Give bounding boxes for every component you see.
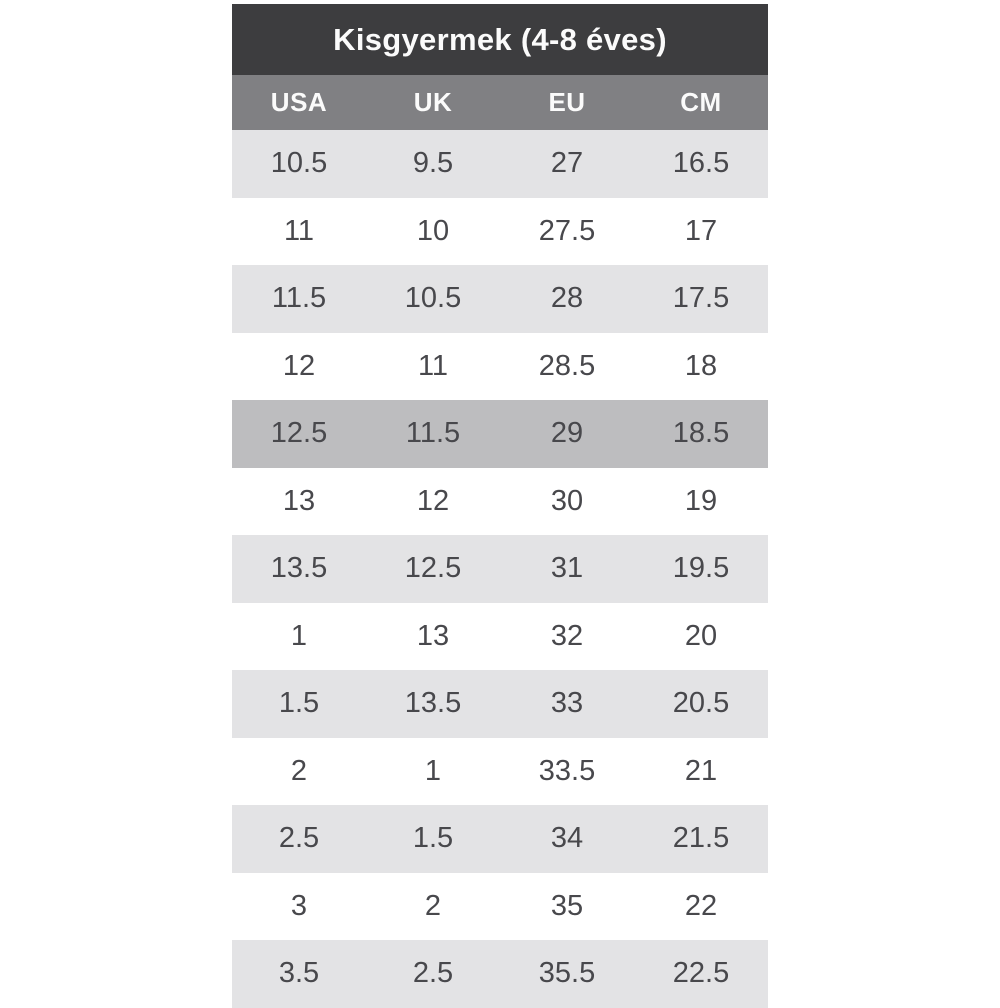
cell-cm: 21 [684,754,718,787]
table-row-highlighted [232,400,768,468]
cell-cm: 16.5 [672,147,730,180]
cell-uk: 13 [416,619,450,652]
cell-eu: 33.5 [538,754,596,787]
table-row [232,198,768,266]
cell-cm: 19.5 [672,552,730,585]
table-row [232,738,768,806]
table-row [232,265,768,333]
cell-eu: 32 [550,619,584,652]
cell-uk: 11 [417,349,449,382]
cell-cm: 17 [684,214,718,247]
cell-usa: 13.5 [270,552,328,585]
cell-usa: 10.5 [270,147,328,180]
cell-cm: 22.5 [672,957,730,990]
cell-usa: 3.5 [278,957,320,990]
cell-usa: 12 [282,349,316,382]
cell-cm: 18 [684,349,718,382]
cell-uk: 10 [416,214,450,247]
table-row [232,670,768,738]
cell-uk: 9.5 [412,147,454,180]
table-row [232,603,768,671]
cell-usa: 13 [282,484,316,517]
table-row [232,130,768,198]
cell-cm: 21.5 [672,822,730,855]
cell-uk: 10.5 [404,282,462,315]
table-row [232,468,768,536]
cell-cm: 22 [684,889,718,922]
cell-eu: 29 [550,417,584,450]
cell-uk: 1.5 [412,822,454,855]
cell-eu: 28.5 [538,349,596,382]
table-row [232,535,768,603]
column-header-cm: CM [680,87,722,117]
cell-eu: 34 [550,822,584,855]
cell-uk: 2 [424,889,442,922]
cell-uk: 12.5 [404,552,462,585]
cell-uk: 11.5 [405,417,461,450]
size-conversion-table [232,4,768,1008]
cell-cm: 19 [684,484,718,517]
cell-uk: 1 [424,754,442,787]
table-body [232,130,768,1008]
cell-usa: 3 [290,889,308,922]
cell-usa: 12.5 [270,417,328,450]
cell-usa: 11 [283,214,315,247]
table-row [232,873,768,941]
cell-usa: 11.5 [271,282,327,315]
table-row [232,333,768,401]
column-header-eu: EU [548,87,586,117]
table-row [232,805,768,873]
cell-uk: 2.5 [412,957,454,990]
cell-usa: 2 [290,754,308,787]
cell-eu: 35 [550,889,584,922]
table-title: Kisgyermek (4-8 éves) [232,4,768,75]
cell-cm: 20 [684,619,718,652]
cell-eu: 31 [550,552,584,585]
cell-cm: 17.5 [672,282,730,315]
cell-eu: 27.5 [538,214,596,247]
column-header-uk: UK [413,87,453,117]
column-header-usa: USA [270,87,328,117]
table-header-row [232,75,768,130]
cell-usa: 1.5 [278,687,320,720]
cell-usa: 1 [290,619,308,652]
cell-usa: 2.5 [278,822,320,855]
cell-cm: 18.5 [672,417,730,450]
cell-cm: 20.5 [672,687,730,720]
cell-uk: 13.5 [404,687,462,720]
table-row [232,940,768,1008]
cell-eu: 28 [550,282,584,315]
cell-eu: 33 [550,687,584,720]
cell-eu: 30 [550,484,584,517]
cell-eu: 35.5 [538,957,596,990]
cell-eu: 27 [550,147,584,180]
cell-uk: 12 [416,484,450,517]
